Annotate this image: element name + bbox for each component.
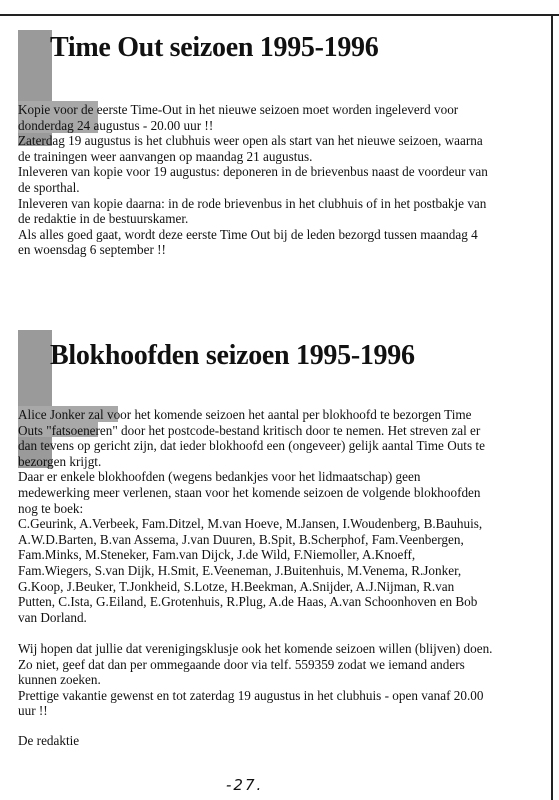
body-line: Zo niet, geef dat dan per ommegaande door via telf. 559359 zodat we iemand anders <box>18 656 465 672</box>
section-body-time-out <box>18 102 528 258</box>
section-body-blokhoofden <box>18 407 528 719</box>
blank-line <box>18 625 528 641</box>
body-line: Daar er enkele blokhoofden (wegens bedankjes voor het lidmaatschap) geen <box>18 469 421 485</box>
body-line: van Dorland. <box>18 609 87 625</box>
body-line: G.Koop, J.Beuker, T.Jonkheid, S.Lotze, H.Beekman, A.Snijder, A.J.Nijman, R.van <box>18 578 455 594</box>
body-line: nog te boek: <box>18 500 84 516</box>
body-line: Inleveren van kopie daarna: in de rode brievenbus in het clubhuis of in het postbakje van <box>18 195 487 211</box>
body-line: Alice Jonker zal voor het komende seizoen het aantal per blokhoofd te bezorgen Time <box>18 407 472 422</box>
body-line: Fam.Minks, M.Steneker, Fam.van Dijck, J.de Wild, F.Niemoller, A.Knoeff, <box>18 547 416 563</box>
body-line: Inleveren van kopie voor 19 augustus: deponeren in de brievenbus naast de voordeur van <box>18 164 488 180</box>
body-line: de trainingen weer aanvangen op maandag 21 augustus. <box>18 148 313 164</box>
body-line: A.W.D.Barten, B.van Assema, J.van Duuren, B.Spit, B.Scherphof, Fam.Veenbergen, <box>18 531 464 547</box>
right-border-line <box>551 14 553 800</box>
body-line: en woensdag 6 september !! <box>18 242 166 258</box>
body-line: de redaktie in de bestuurskamer. <box>18 211 189 227</box>
body-line: bezorgen krijgt. <box>18 453 102 469</box>
body-line: dan tevens op gericht zijn, dat ieder blokhoofd een (ongeveer) gelijk aantal Time Outs te <box>18 438 485 454</box>
body-line: Als alles goed gaat, wordt deze eerste Time Out bij de leden bezorgd tussen maandag 4 <box>18 226 478 242</box>
body-line: C.Geurink, A.Verbeek, Fam.Ditzel, M.van Hoeve, M.Jansen, I.Woudenberg, B.Bauhuis, <box>18 516 483 532</box>
signoff: De redaktie <box>18 733 80 748</box>
body-line: Kopie voor de eerste Time-Out in het nieuwe seizoen moet worden ingeleverd voor <box>18 102 459 117</box>
page-number: -27. <box>226 776 264 794</box>
top-border-line <box>0 14 559 16</box>
section-title-blokhoofden: Blokhoofden seizoen 1995-1996 <box>50 340 415 371</box>
body-line: kunnen zoeken. <box>18 672 101 688</box>
body-line: uur !! <box>18 703 48 719</box>
body-line: Putten, C.Ista, G.Eiland, E.Grotenhuis, R.Plug, A.de Haas, A.van Schoonhoven en Bob <box>18 594 478 610</box>
body-line: Wij hopen dat jullie dat verenigingsklusje ook het komende seizoen willen (blijven) doen. <box>18 640 493 656</box>
body-line: Fam.Wiegers, S.van Dijk, H.Smit, E.Veeneman, J.Buitenhuis, M.Venema, R.Jonker, <box>18 562 462 578</box>
body-line: de sporthal. <box>18 179 80 195</box>
body-line: medewerking meer verlenen, staan voor het komende seizoen de volgende blokhoofden <box>18 484 481 500</box>
body-line: Prettige vakantie gewenst en tot zaterdag 19 augustus in het clubhuis - open vanaf 20.00 <box>18 687 484 703</box>
body-line: Outs "fatsoeneren" door het postcode-bestand kritisch door te nemen. Het streven zal er <box>18 422 481 438</box>
body-line: donderdag 24 augustus - 20.00 uur !! <box>18 117 214 133</box>
section-title-time-out: Time Out seizoen 1995-1996 <box>50 32 379 63</box>
body-line: Zaterdag 19 augustus is het clubhuis weer open als start van het nieuwe seizoen, waarna <box>18 133 483 149</box>
